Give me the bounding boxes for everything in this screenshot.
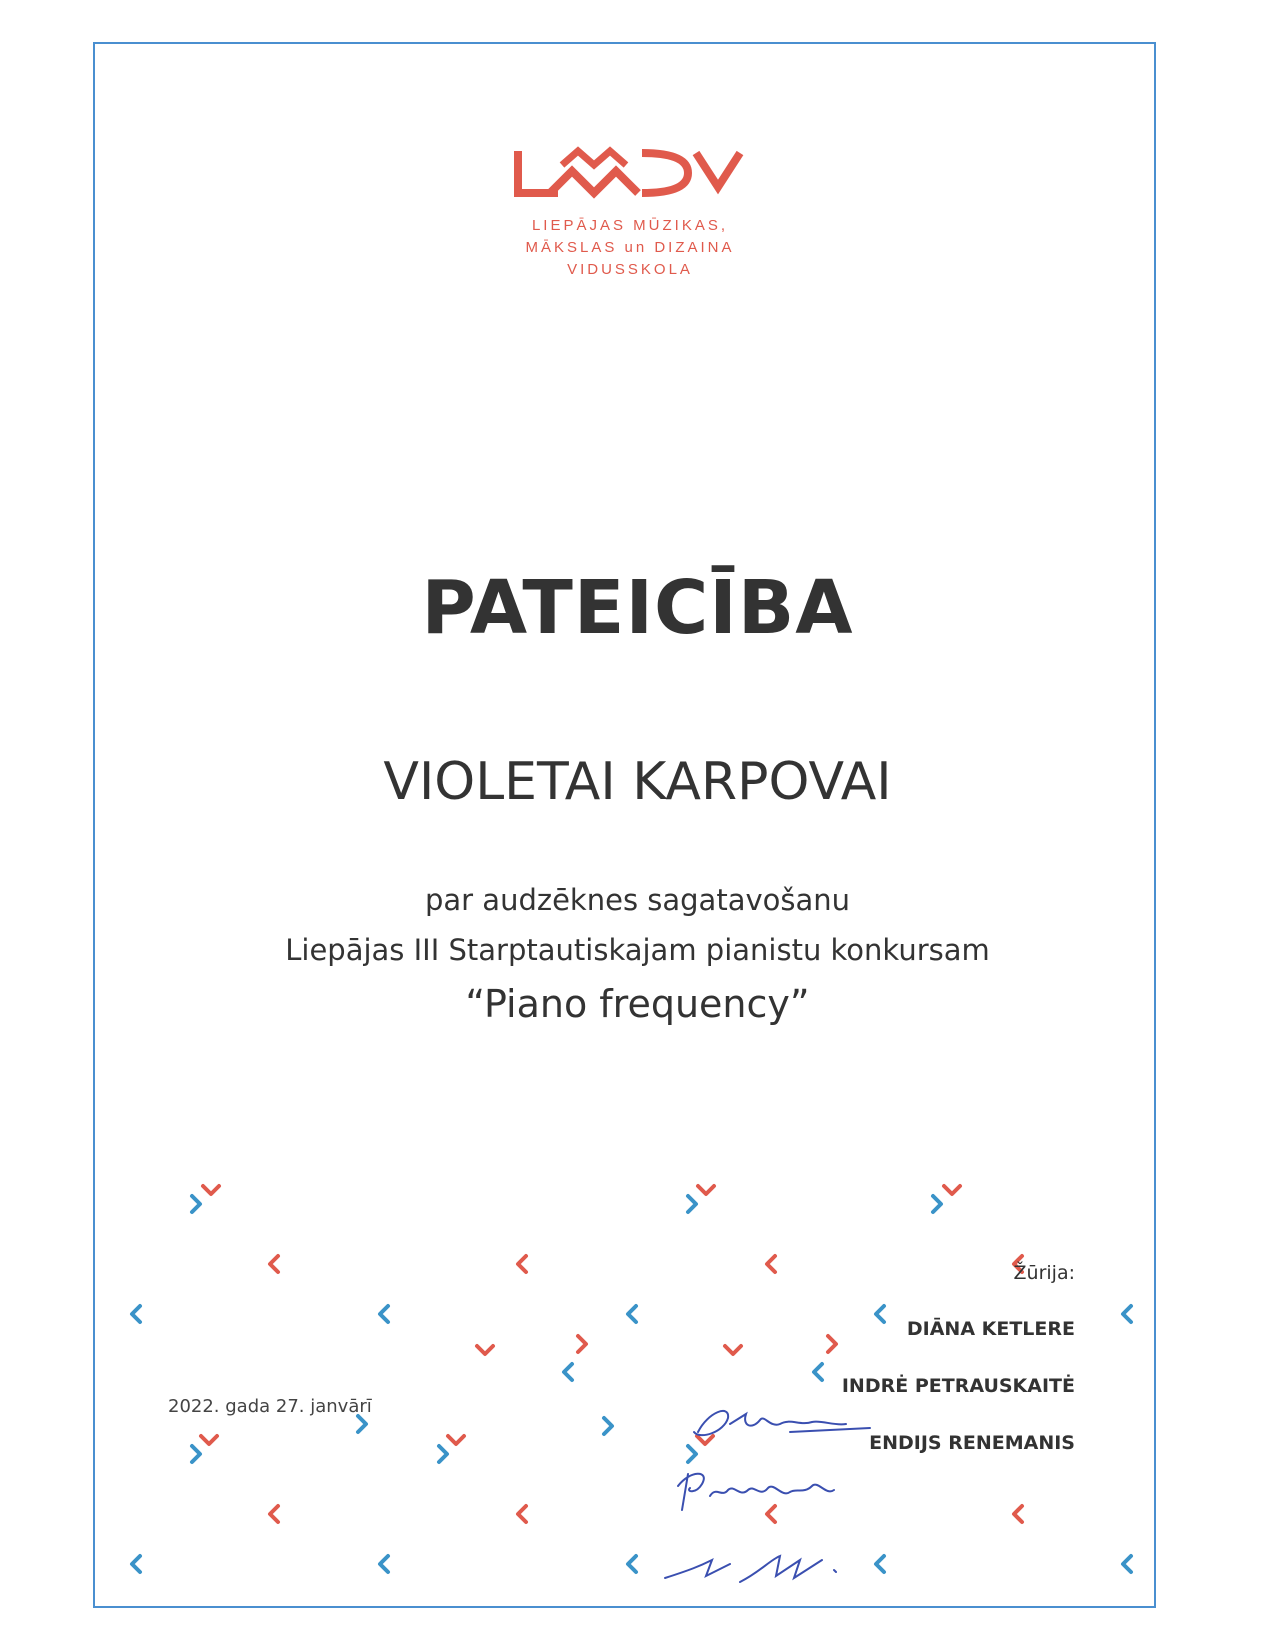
school-name-line: LIEPĀJAS MŪZIKAS, (531, 217, 729, 234)
school-name-line: MĀKSLAS un DIZAINA (525, 239, 735, 256)
recipient-name: VIOLETAI KARPOVAI (383, 752, 892, 812)
jury-label: Žūrija: (1013, 1262, 1075, 1284)
school-name (480, 215, 780, 281)
jury-member: DIĀNA KETLERE (906, 1318, 1075, 1340)
jury-member: ENDIJS RENEMANIS (869, 1432, 1075, 1454)
jury-member: INDRĖ PETRAUSKAITĖ (841, 1375, 1075, 1397)
jury-block (842, 1262, 1075, 1489)
reason-line-1: par audzēknes sagatavošanu (424, 883, 851, 917)
certificate-title: PATEICĪBA (421, 565, 854, 651)
competition-name: “Piano frequency” (465, 982, 810, 1026)
reason-line-2: Liepājas III Starptautiskajam pianistu konkursam (285, 933, 990, 967)
school-logo (510, 145, 750, 205)
school-name-line: VIDUSSKOLA (567, 261, 693, 278)
issue-date: 2022. gada 27. janvārī (168, 1396, 372, 1417)
